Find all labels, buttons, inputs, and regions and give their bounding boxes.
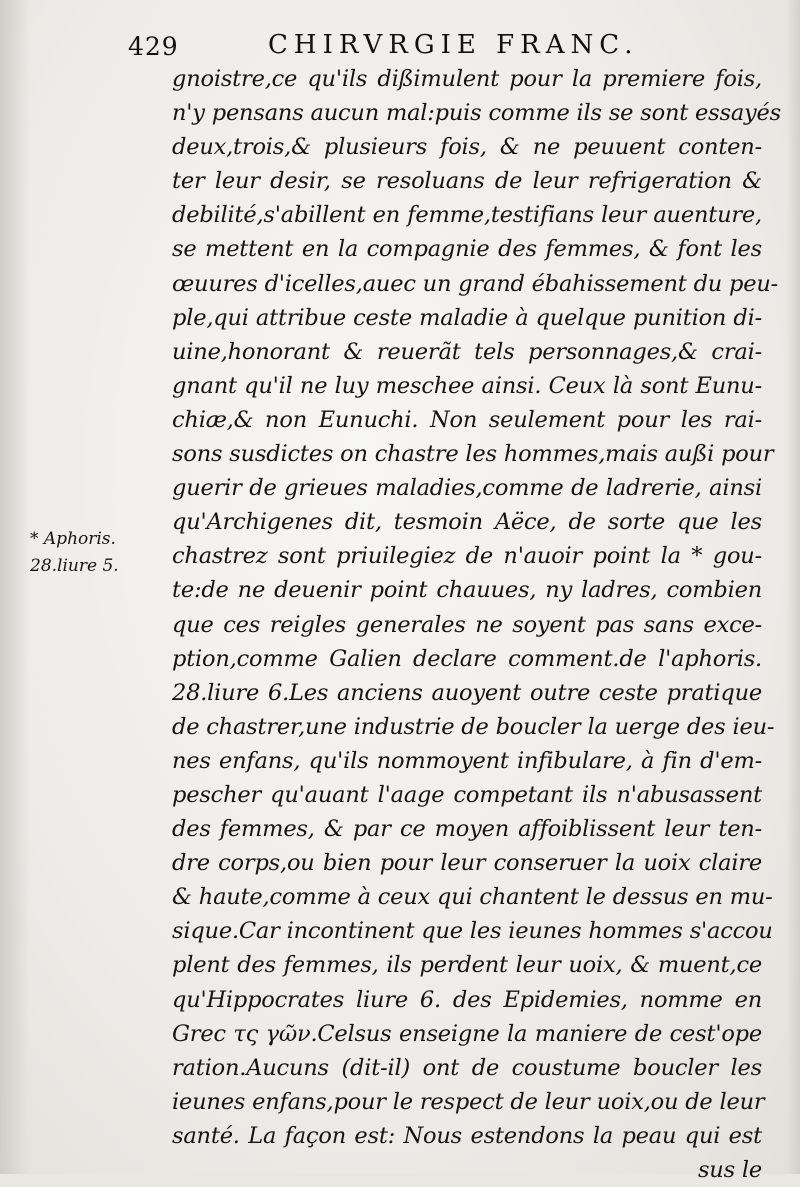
text-line: 28.liure 6.Les anciens auoyent outre ceste pratique (172, 679, 762, 706)
text-line: debilité,s'abillent en femme,testifians leur auenture, (172, 202, 762, 229)
text-line: deux,trois,& plusieurs fois, & ne peuuent conten- (172, 134, 762, 161)
edge-shadow (786, 0, 800, 1174)
text-line: sons susdictes on chastre les hommes,mais außi pour (172, 441, 774, 468)
text-line: chastrez sont priuilegiez de n'auoir point la * gou- (172, 543, 762, 570)
text-line: gnant qu'il ne luy meschee ainsi. Ceux là sont Eunu- (172, 372, 762, 399)
text-line: qu'Archigenes dit, tesmoin Aëce, de sorte que les (172, 509, 762, 536)
text-line: plent des femmes, ils perdent leur uoix, & muent,ce (172, 952, 762, 979)
text-line: pescher qu'auant l'aage competant ils n'abusassent (172, 781, 762, 808)
text-line: ption,comme Galien declare comment.de l'aphoris. (172, 645, 762, 672)
text-line: Grec τς γῶν.Celsus enseigne la maniere de cest'ope (172, 1020, 762, 1047)
running-head: CHIRVRGIE FRANC. (268, 30, 639, 60)
text-line: n'y pensans aucun mal:puis comme ils se sont essayés (172, 100, 782, 127)
text-line: ration.Aucuns (dit-il) ont de coustume boucler les (172, 1054, 762, 1081)
text-line: sus le (697, 1157, 762, 1183)
text-line: chiæ,& non Eunuchi. Non seulement pour les rai- (172, 406, 762, 433)
text-line: ter leur desir, se resoluans de leur refrigeration & (172, 168, 762, 195)
text-line: ple,qui attribue ceste maladie à quelque punition di- (172, 304, 762, 331)
margin-note-line: 28.liure 5. (30, 556, 119, 576)
text-line: gnoistre,ce qu'ils dißimulent pour la premiere fois, (172, 66, 762, 92)
text-line: santé. La façon est: Nous estendons la peau qui est (172, 1122, 762, 1149)
text-line: œuures d'icelles,auec un grand ébahissement du peu- (172, 270, 779, 297)
text-line: nes enfans, qu'ils nommoyent infibulare, à fin d'em- (172, 747, 762, 774)
body-text (172, 62, 782, 1187)
margin-note-line: * Aphoris. (30, 529, 116, 549)
text-line: des femmes, & par ce moyen affoiblissent leur ten- (172, 816, 762, 843)
gutter-shadow (0, 0, 30, 1174)
margin-note (30, 526, 170, 580)
text-line: de chastrer,une industrie de boucler la uerge des ieu- (172, 713, 775, 740)
text-line: dre corps,ou bien pour leur conseruer la uoix claire (172, 850, 762, 877)
text-line: uine,honorant & reuerãt tels personnages,& crai- (172, 338, 762, 365)
text-line: guerir de grieues maladies,comme de ladrerie, ainsi (172, 475, 762, 502)
text-line: ieunes enfans,pour le respect de leur uoix,ou de leur (172, 1088, 765, 1115)
text-line: sique.Car incontinent que les ieunes hommes s'accou (172, 918, 773, 945)
text-line: se mettent en la compagnie des femmes, & font les (172, 236, 762, 263)
text-line: que ces reigles generales ne soyent pas sans exce- (172, 611, 762, 638)
text-line: qu'Hippocrates liure 6. des Epidemies, nomme en (172, 986, 762, 1013)
text-line: te:de ne deuenir point chauues, ny ladres, combien (172, 577, 762, 604)
page-number: 429 (128, 32, 179, 61)
text-line: & haute,comme à ceux qui chantent le dessus en mu- (172, 884, 773, 911)
